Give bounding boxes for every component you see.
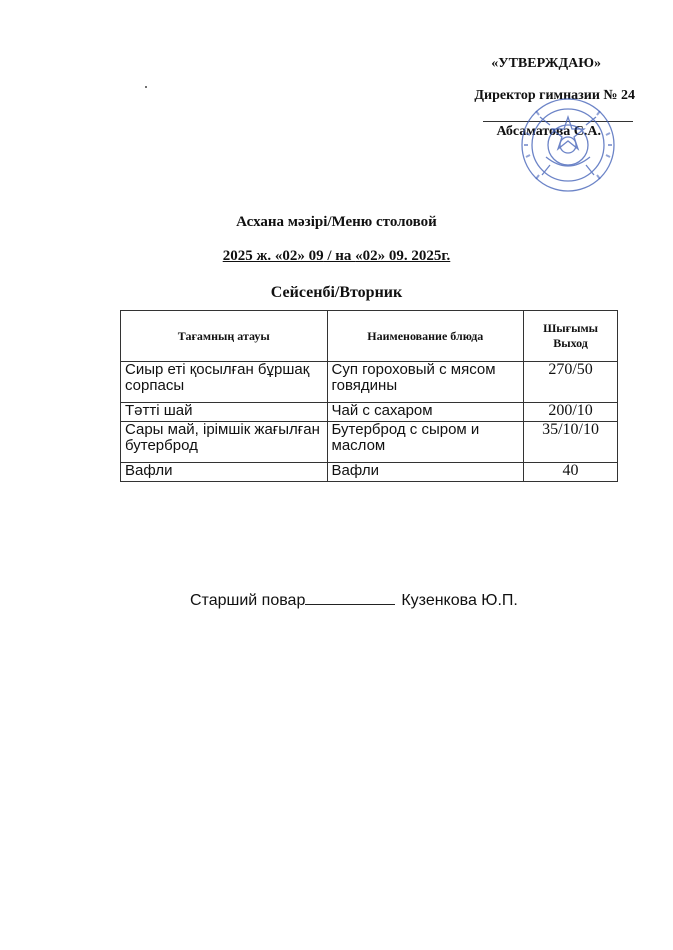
chef-name: Кузенкова Ю.П.	[401, 592, 518, 609]
approval-director: Директор гимназии № 24	[474, 88, 635, 103]
dish-name-ru: Суп гороховый с мясом говядины	[327, 362, 524, 403]
date-kz: 2025 ж. «02» 09	[222, 248, 324, 264]
dish-yield: 35/10/10	[524, 422, 618, 463]
dish-name-kz: Тәтті шай	[121, 403, 328, 422]
official-seal-icon	[506, 95, 636, 195]
dish-yield: 270/50	[524, 362, 618, 403]
menu-date	[0, 248, 673, 265]
table-header-row	[121, 311, 618, 362]
dish-name-kz: Сары май, ірімшік жағылған бутерброд	[121, 422, 328, 463]
chef-role: Старший повар	[190, 592, 306, 609]
date-separator: / на	[323, 248, 356, 264]
dish-name-kz: Сиыр еті қосылған бұршақ сорпасы	[121, 362, 328, 403]
signature-blank	[305, 590, 395, 605]
scan-speck	[145, 86, 147, 88]
column-header-ru: Наименование блюда	[327, 311, 524, 362]
dish-name-ru: Чай с сахаром	[327, 403, 524, 422]
date-ru: «02» 09. 2025г.	[355, 248, 451, 264]
menu-table	[120, 310, 618, 482]
dish-yield: 40	[524, 463, 618, 482]
table-row	[121, 422, 618, 463]
menu-day: Сейсенбі/Вторник	[270, 284, 403, 301]
dish-name-kz: Вафли	[121, 463, 328, 482]
dish-yield: 200/10	[524, 403, 618, 422]
dish-name-ru: Вафли	[327, 463, 524, 482]
table-row	[121, 463, 618, 482]
dish-name-ru: Бутерброд с сыром и маслом	[327, 422, 524, 463]
approval-heading: «УТВЕРЖДАЮ»	[491, 56, 601, 71]
table-row	[121, 403, 618, 422]
column-header-yield: Шығымы Выход	[524, 311, 618, 362]
column-header-kz: Тағамның атауы	[121, 311, 328, 362]
approval-name: Абсаматова С.А.	[496, 124, 601, 139]
chef-signature	[190, 590, 518, 610]
table-row	[121, 362, 618, 403]
menu-title: Асхана мәзірі/Меню столовой	[236, 214, 437, 230]
